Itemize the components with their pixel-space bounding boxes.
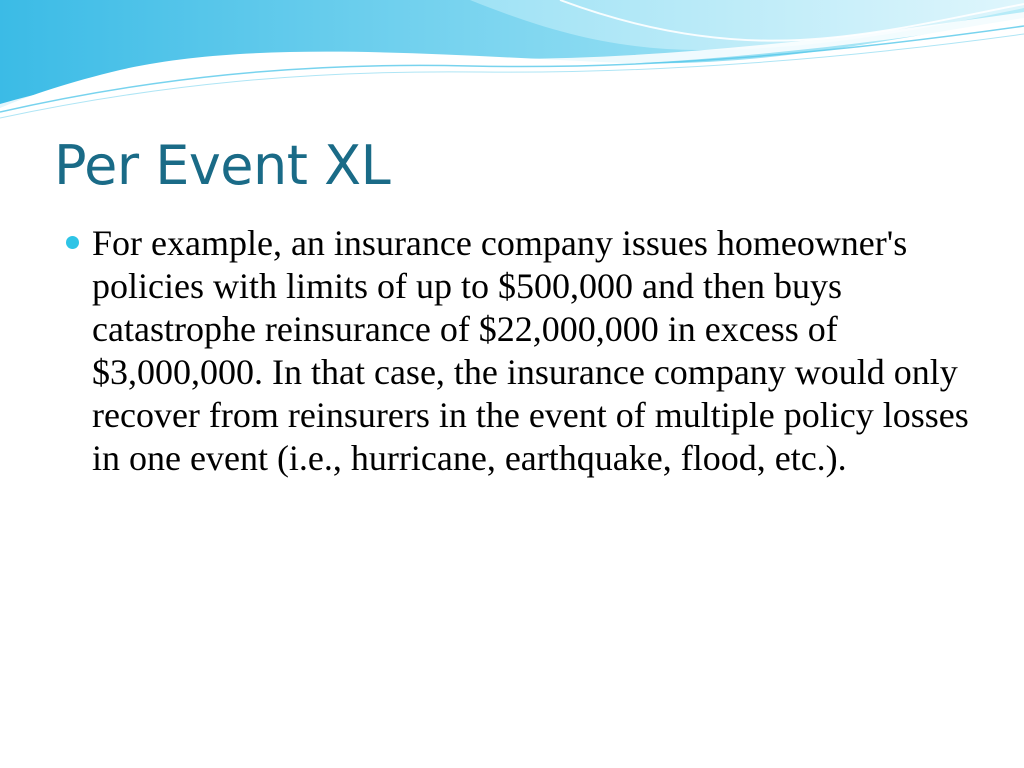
header-wave-decoration (0, 0, 1024, 130)
bullet-item (62, 222, 972, 480)
slide-title: Per Event XL (54, 134, 391, 197)
slide-body (62, 222, 972, 480)
bullet-dot-icon (66, 236, 79, 249)
bullet-text: For example, an insurance company issues homeowner's policies with limits of up to $500,000 and then buys catastrophe reinsurance of $22,000,000 in excess of $3,000,000. In that case, the insurance company would only recover from reinsurers in the event of multiple policy losses in one event (i.e., hurricane, earthquake, flood, etc.). (92, 223, 969, 478)
